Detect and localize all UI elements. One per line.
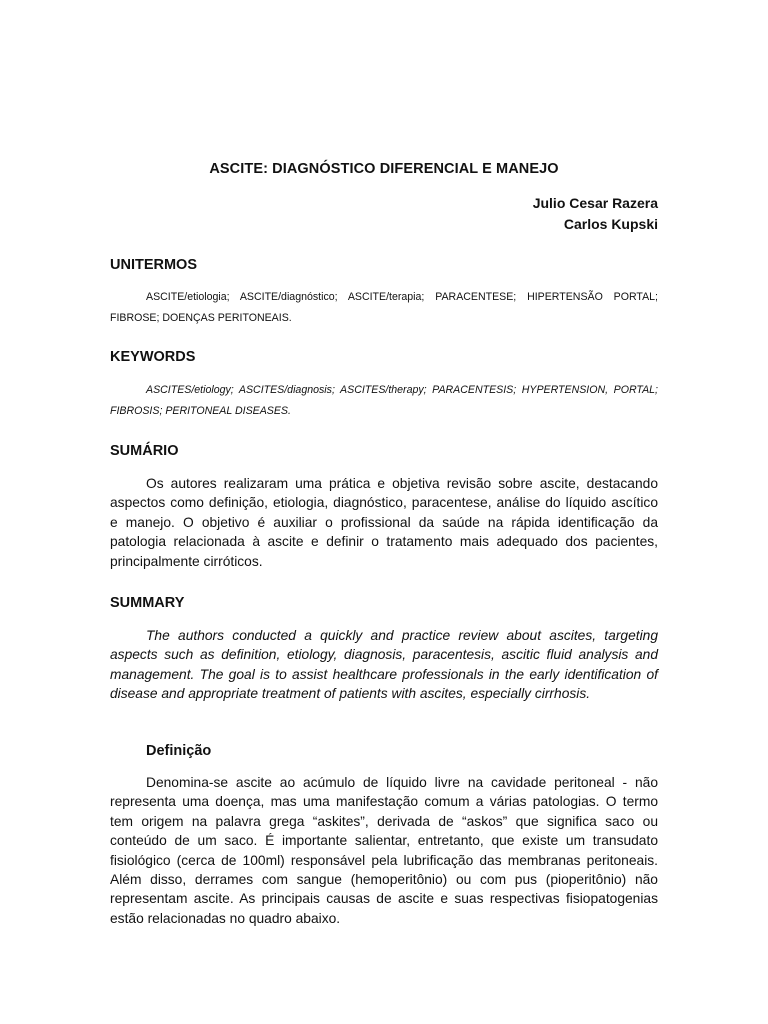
sumario-paragraph: Os autores realizaram uma prática e objetiva revisão sobre ascite, destacando aspectos como definição, etiologia, diagnóstico, paracentese, análise do líquido ascítico e manejo. O objetivo é auxiliar o profissional da saúde na rápida identificação da patologia relacionada à ascite e definir o tratamento mais adequado dos pacientes, principalmente cirróticos.: [110, 476, 658, 569]
definicao-heading: Definição: [146, 743, 212, 759]
sumario-heading: SUMÁRIO: [110, 443, 179, 459]
author-name: Carlos Kupski: [563, 216, 658, 232]
summary-paragraph: The authors conducted a quickly and practice review about ascites, targeting aspects such as definition, etiology, diagnosis, paracentesis, ascitic fluid analysis and management. The goal is to assist healthcare professionals in the early identification of disease and appropriate treatment of patients with ascites, especially cirrhosis.: [110, 628, 658, 702]
author-list: [533, 193, 658, 235]
author-name: Julio Cesar Razera: [532, 195, 658, 211]
page-title: ASCITE: DIAGNÓSTICO DIFERENCIAL E MANEJO: [209, 161, 559, 177]
keywords-text: ASCITES/etiology; ASCITES/diagnosis; ASCITES/therapy; PARACENTESIS; HYPERTENSION, PORTAL; FIBROSIS; PERITONEAL DISEASES.: [110, 384, 658, 417]
unitermos-heading: UNITERMOS: [110, 257, 197, 273]
unitermos-text: ASCITE/etiologia; ASCITE/diagnóstico; ASCITE/terapia; PARACENTESE; HIPERTENSÃO PORTAL; FIBROSE; DOENÇAS PERITONEAIS.: [110, 291, 658, 324]
summary-heading: SUMMARY: [110, 595, 185, 611]
definicao-paragraph: Denomina-se ascite ao acúmulo de líquido livre na cavidade peritoneal - não representa uma doença, mas uma manifestação comum a várias patologias. O termo tem origem na palavra grega “askites”, derivada de “askos” que significa saco ou conteúdo de um saco. É importante salientar, entretanto, que existe um transudato fisiológico (cerca de 100ml) responsável pela lubrificação das membranas peritoneais. Além disso, derrames com sangue (hemoperitônio) ou com pus (pioperitônio) não representam ascite. As principais causas de ascite e suas respectivas fisiopatogenias estão relacionadas no quadro abaixo.: [110, 775, 658, 926]
keywords-heading: KEYWORDS: [110, 349, 196, 365]
